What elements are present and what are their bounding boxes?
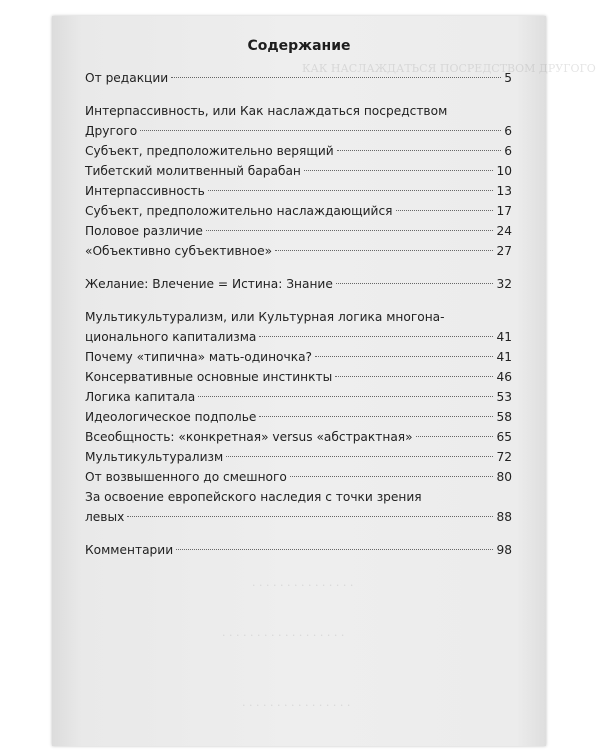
dot-leader xyxy=(140,130,501,131)
toc-entry-title: «Объективно субъективное» xyxy=(85,244,273,258)
toc-entry-title: Тибетский молитвенный барабан xyxy=(85,164,301,178)
toc-page-number: 41 xyxy=(496,350,512,364)
toc-entry[interactable] xyxy=(85,201,512,221)
show-through-text: . . . . . . . . . . . . . . . . . . xyxy=(222,626,345,639)
toc-entry[interactable] xyxy=(85,407,512,427)
toc-entry[interactable] xyxy=(85,367,512,387)
toc-entry-title: Субъект, предположительно наслаждающийся xyxy=(85,204,393,218)
toc-page-number: 17 xyxy=(496,204,512,218)
toc-entry-title: Субъект, предположительно верящий xyxy=(85,144,334,158)
toc-page-number: 6 xyxy=(504,124,512,138)
toc-entry-title: От возвышенного до смешного xyxy=(85,470,287,484)
book-page xyxy=(52,16,596,746)
dot-leader xyxy=(259,336,493,337)
toc-entry-title: Другого xyxy=(85,124,138,138)
toc-entry[interactable] xyxy=(85,487,512,527)
dot-leader xyxy=(335,376,493,377)
dot-leader xyxy=(290,476,494,477)
toc-page-number: 65 xyxy=(496,430,512,444)
toc-entry-title: Логика капитала xyxy=(85,390,196,404)
toc-page-number: 88 xyxy=(496,510,512,524)
toc-entry-title: Консервативные основные инстинкты xyxy=(85,370,333,384)
dot-leader xyxy=(416,436,494,437)
dot-leader xyxy=(396,210,494,211)
toc-entry-title: Идеологическое подполье xyxy=(85,410,257,424)
dot-leader xyxy=(226,456,493,457)
toc-page-number: 46 xyxy=(496,370,512,384)
toc-entry-title: Всеобщность: «конкретная» versus «абстрактная» xyxy=(85,430,413,444)
toc-entry[interactable] xyxy=(85,141,512,161)
toc-page-number: 13 xyxy=(496,184,512,198)
toc-page-number: 27 xyxy=(496,244,512,258)
toc-entry[interactable] xyxy=(85,161,512,181)
toc-page-number: 58 xyxy=(496,410,512,424)
toc-page-number: 53 xyxy=(496,390,512,404)
dot-leader xyxy=(171,77,501,78)
toc-entry-title: Почему «типична» мать-одиночка? xyxy=(85,350,313,364)
table-of-contents xyxy=(85,68,512,560)
dot-leader xyxy=(127,516,493,517)
dot-leader xyxy=(275,250,493,251)
dot-leader xyxy=(208,190,494,191)
show-through-text: . . . . . . . . . . . . . . . xyxy=(252,576,354,589)
show-through-text: . . . . . . . . . . . . . . . . xyxy=(242,696,351,709)
toc-entry-title: Желание: Влечение = Истина: Знание xyxy=(85,277,333,291)
toc-page-number: 6 xyxy=(504,144,512,158)
toc-entry-title: Комментарии xyxy=(85,543,174,557)
toc-entry[interactable] xyxy=(85,68,512,88)
toc-entry[interactable] xyxy=(85,387,512,407)
toc-entry[interactable] xyxy=(85,274,512,294)
toc-entry-title-line1: Мультикультурализм, или Культурная логика многона- xyxy=(85,310,445,324)
show-through-text: КАК НАСЛАЖДАТЬСЯ ПОСРЕДСТВОМ ДРУГОГО xyxy=(302,62,596,75)
toc-entry-title: левых xyxy=(85,510,125,524)
toc-page-number: 10 xyxy=(496,164,512,178)
dot-leader xyxy=(198,396,493,397)
page-title: Содержание xyxy=(247,38,351,54)
toc-entry[interactable] xyxy=(85,181,512,201)
toc-page-number: 72 xyxy=(496,450,512,464)
dot-leader xyxy=(206,230,494,231)
toc-page-number: 5 xyxy=(504,71,512,85)
toc-entry-title-line1: За освоение европейского наследия с точки зрения xyxy=(85,490,422,504)
dot-leader xyxy=(304,170,494,171)
dot-leader xyxy=(176,549,493,550)
toc-entry-title-line1: Интерпассивность, или Как наслаждаться посредством xyxy=(85,104,448,118)
toc-entry-title: От редакции xyxy=(85,71,169,85)
toc-page-number: 24 xyxy=(496,224,512,238)
dot-leader xyxy=(337,150,502,151)
toc-page-number: 80 xyxy=(496,470,512,484)
dot-leader xyxy=(259,416,493,417)
toc-entry-title: ционального капитализма xyxy=(85,330,257,344)
toc-entry[interactable] xyxy=(85,241,512,261)
toc-entry[interactable] xyxy=(85,221,512,241)
toc-entry[interactable] xyxy=(85,447,512,467)
toc-entry[interactable] xyxy=(85,347,512,367)
toc-entry[interactable] xyxy=(85,427,512,447)
dot-leader xyxy=(336,283,494,284)
toc-page-number: 98 xyxy=(496,543,512,557)
toc-entry-title: Интерпассивность xyxy=(85,184,205,198)
toc-entry-title: Половое различие xyxy=(85,224,203,238)
toc-entry[interactable] xyxy=(85,540,512,560)
toc-entry-title: Мультикультурализм xyxy=(85,450,224,464)
toc-page-number: 41 xyxy=(496,330,512,344)
dot-leader xyxy=(315,356,493,357)
toc-entry[interactable] xyxy=(85,101,512,141)
toc-page-number: 32 xyxy=(496,277,512,291)
toc-entry[interactable] xyxy=(85,307,512,347)
toc-entry[interactable] xyxy=(85,467,512,487)
